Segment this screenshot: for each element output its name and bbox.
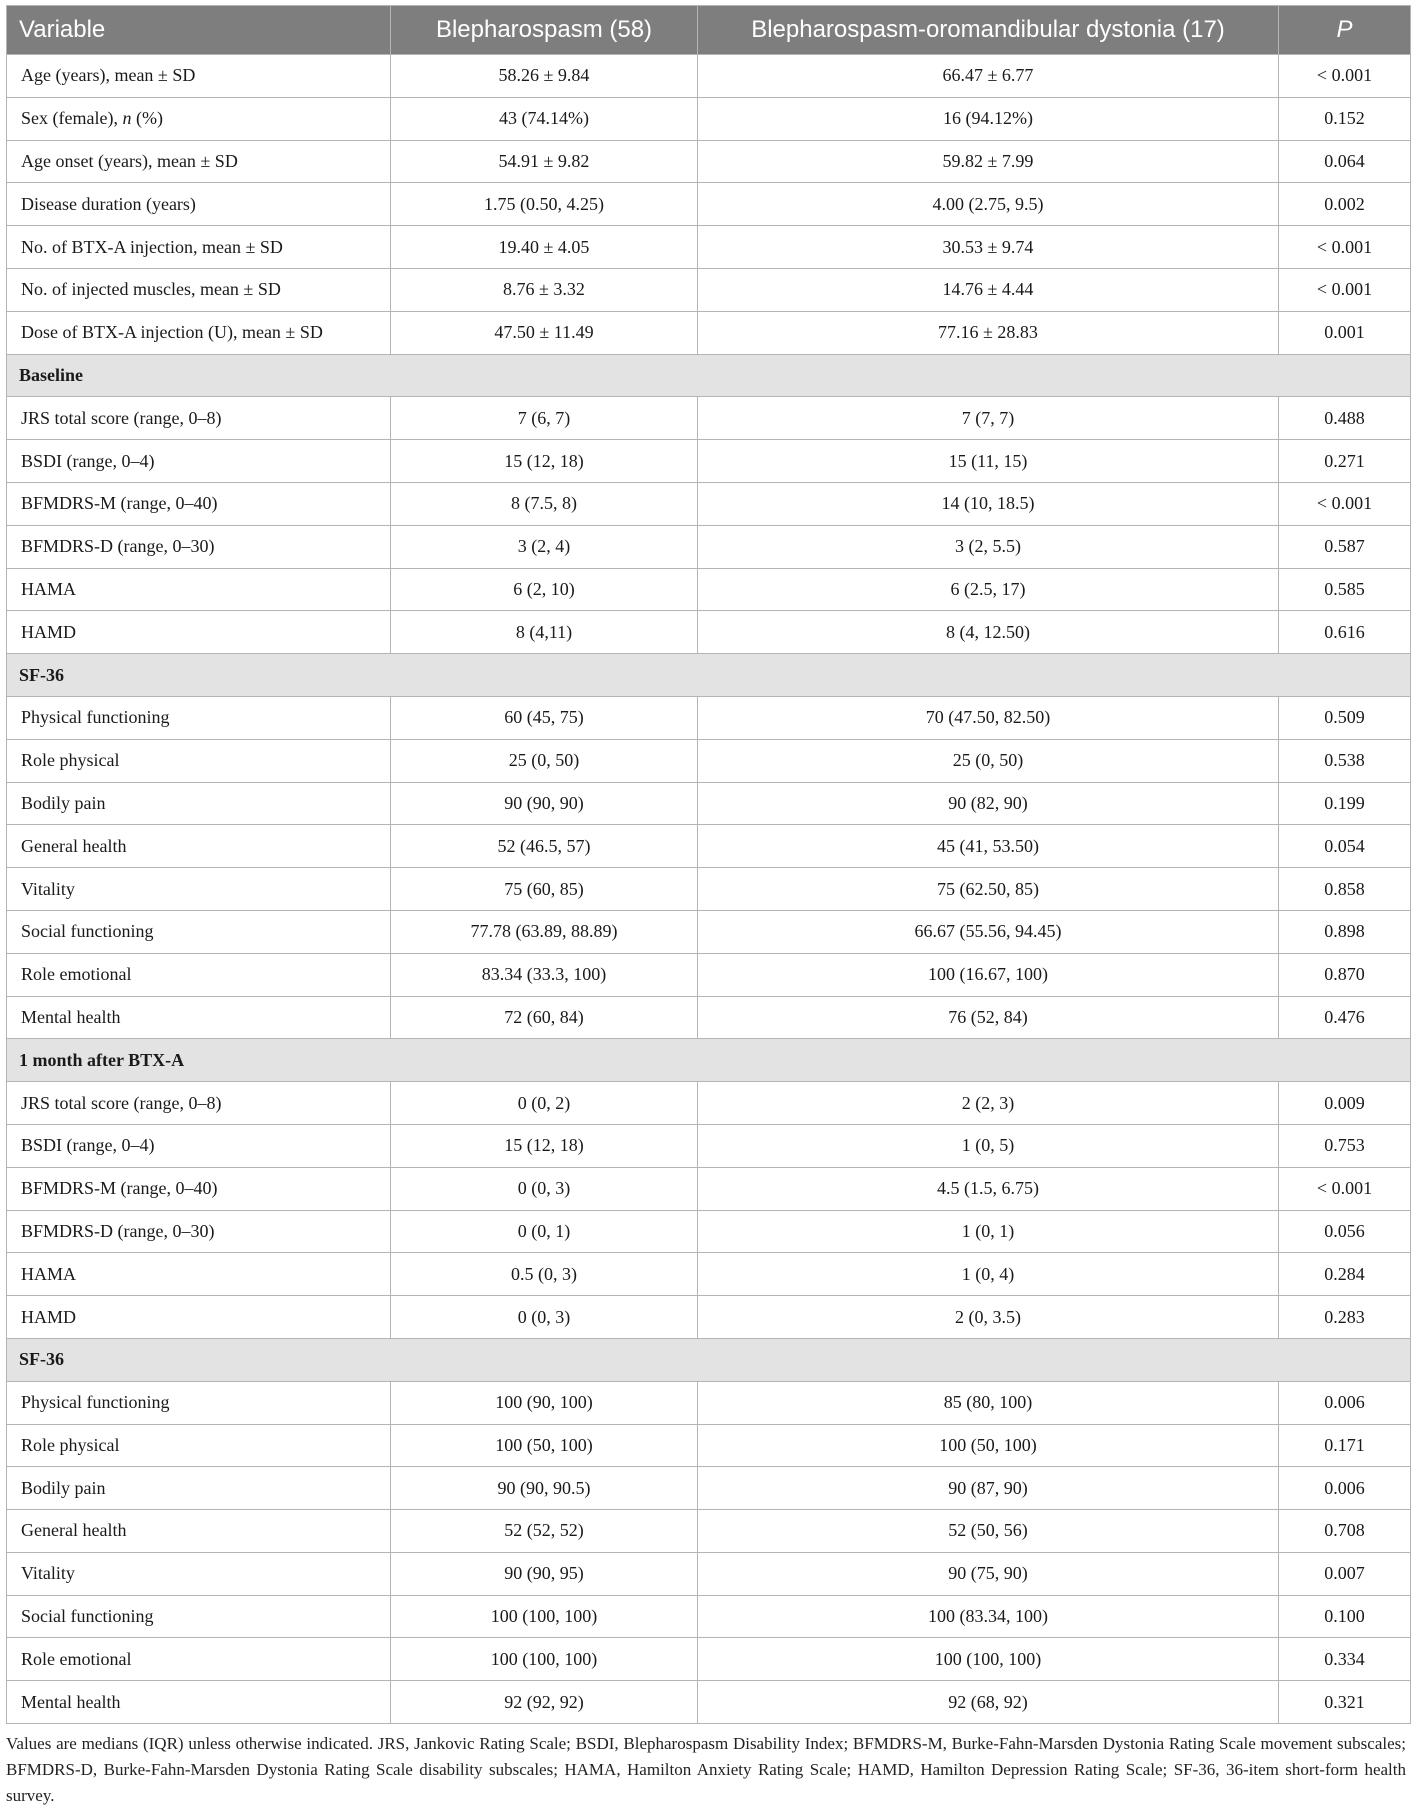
blepharospasm-cell: 52 (52, 52) — [391, 1510, 698, 1553]
variable-cell: Dose of BTX-A injection (U), mean ± SD — [7, 311, 391, 354]
variable-cell: BFMDRS-M (range, 0–40) — [7, 1167, 391, 1210]
variable-cell: BSDI (range, 0–4) — [7, 1124, 391, 1167]
bod-cell: 2 (0, 3.5) — [698, 1296, 1279, 1339]
blepharospasm-cell: 100 (50, 100) — [391, 1424, 698, 1467]
variable-cell: JRS total score (range, 0–8) — [7, 1082, 391, 1125]
p-value-cell: 0.100 — [1279, 1595, 1411, 1638]
table-row — [7, 1638, 1411, 1681]
table-row — [7, 825, 1411, 868]
header-bod: Blepharospasm-oromandibular dystonia (17) — [698, 6, 1279, 55]
table-body — [7, 55, 1411, 1724]
blepharospasm-cell: 90 (90, 90) — [391, 782, 698, 825]
blepharospasm-cell: 83.34 (33.3, 100) — [391, 953, 698, 996]
bod-cell: 3 (2, 5.5) — [698, 525, 1279, 568]
blepharospasm-cell: 90 (90, 90.5) — [391, 1467, 698, 1510]
table-row — [7, 1381, 1411, 1424]
blepharospasm-cell: 75 (60, 85) — [391, 868, 698, 911]
p-value-cell: 0.064 — [1279, 140, 1411, 183]
bod-cell: 100 (83.34, 100) — [698, 1595, 1279, 1638]
variable-cell: HAMA — [7, 568, 391, 611]
table-row — [7, 55, 1411, 98]
table-row — [7, 1467, 1411, 1510]
p-value-cell: 0.538 — [1279, 739, 1411, 782]
bod-cell: 1 (0, 4) — [698, 1253, 1279, 1296]
table-row — [7, 1124, 1411, 1167]
blepharospasm-cell: 100 (100, 100) — [391, 1595, 698, 1638]
p-value-cell: 0.271 — [1279, 440, 1411, 483]
table-row — [7, 97, 1411, 140]
header-blepharospasm: Blepharospasm (58) — [391, 6, 698, 55]
variable-cell: Mental health — [7, 1681, 391, 1724]
p-value-cell: 0.708 — [1279, 1510, 1411, 1553]
p-value-cell: 0.054 — [1279, 825, 1411, 868]
blepharospasm-cell: 15 (12, 18) — [391, 1124, 698, 1167]
table-footnote: Values are medians (IQR) unless otherwise indicated. JRS, Jankovic Rating Scale; BSDI, Blepharospasm Disability Index; BFMDRS-M, Burke-Fahn-Marsden Dystonia Rating Scale movement subscales; BFMDRS-D, Burke-Fahn-Marsden Dystonia Rating Scale disability subscales; HAMA, Hamilton Anxiety Rating Scale; HAMD, Hamilton Depression Rating Scale; SF-36, 36-item short-form health survey. — [6, 1734, 1406, 1806]
section-row — [7, 354, 1411, 397]
table-row — [7, 1595, 1411, 1638]
p-value-cell: 0.476 — [1279, 996, 1411, 1039]
variable-cell: Vitality — [7, 1552, 391, 1595]
p-value-cell: 0.283 — [1279, 1296, 1411, 1339]
p-value-cell: 0.001 — [1279, 311, 1411, 354]
bod-cell: 1 (0, 1) — [698, 1210, 1279, 1253]
section-label: SF-36 — [7, 654, 1411, 697]
blepharospasm-cell: 19.40 ± 4.05 — [391, 226, 698, 269]
p-value-cell: 0.616 — [1279, 611, 1411, 654]
table-row — [7, 525, 1411, 568]
variable-cell: HAMD — [7, 1296, 391, 1339]
p-value-cell: 0.284 — [1279, 1253, 1411, 1296]
bod-cell: 90 (82, 90) — [698, 782, 1279, 825]
header-row — [7, 6, 1411, 55]
blepharospasm-cell: 25 (0, 50) — [391, 739, 698, 782]
variable-cell: General health — [7, 825, 391, 868]
variable-cell: Vitality — [7, 868, 391, 911]
p-value-cell: 0.585 — [1279, 568, 1411, 611]
bod-cell: 59.82 ± 7.99 — [698, 140, 1279, 183]
blepharospasm-cell: 8.76 ± 3.32 — [391, 268, 698, 311]
p-value-cell: 0.006 — [1279, 1467, 1411, 1510]
variable-cell: Mental health — [7, 996, 391, 1039]
variable-cell: Age (years), mean ± SD — [7, 55, 391, 98]
variable-cell: Social functioning — [7, 910, 391, 953]
p-value-cell: 0.858 — [1279, 868, 1411, 911]
table-row — [7, 910, 1411, 953]
p-value-cell: < 0.001 — [1279, 226, 1411, 269]
variable-cell: BFMDRS-M (range, 0–40) — [7, 482, 391, 525]
bod-cell: 70 (47.50, 82.50) — [698, 696, 1279, 739]
table-row — [7, 1167, 1411, 1210]
table-row — [7, 268, 1411, 311]
bod-cell: 8 (4, 12.50) — [698, 611, 1279, 654]
variable-cell: BFMDRS-D (range, 0–30) — [7, 525, 391, 568]
bod-cell: 92 (68, 92) — [698, 1681, 1279, 1724]
table-row — [7, 782, 1411, 825]
bod-cell: 66.47 ± 6.77 — [698, 55, 1279, 98]
blepharospasm-cell: 100 (100, 100) — [391, 1638, 698, 1681]
table-row — [7, 1082, 1411, 1125]
bod-cell: 16 (94.12%) — [698, 97, 1279, 140]
bod-cell: 45 (41, 53.50) — [698, 825, 1279, 868]
p-value-cell: 0.898 — [1279, 910, 1411, 953]
table-row — [7, 568, 1411, 611]
blepharospasm-cell: 3 (2, 4) — [391, 525, 698, 568]
table-row — [7, 440, 1411, 483]
p-value-cell: 0.007 — [1279, 1552, 1411, 1595]
p-value-cell: 0.009 — [1279, 1082, 1411, 1125]
p-value-cell: < 0.001 — [1279, 268, 1411, 311]
bod-cell: 90 (75, 90) — [698, 1552, 1279, 1595]
blepharospasm-cell: 0 (0, 3) — [391, 1167, 698, 1210]
bod-cell: 52 (50, 56) — [698, 1510, 1279, 1553]
blepharospasm-cell: 0 (0, 3) — [391, 1296, 698, 1339]
p-value-cell: 0.002 — [1279, 183, 1411, 226]
bod-cell: 85 (80, 100) — [698, 1381, 1279, 1424]
section-label: Baseline — [7, 354, 1411, 397]
p-value-cell: 0.870 — [1279, 953, 1411, 996]
blepharospasm-cell: 8 (4,11) — [391, 611, 698, 654]
variable-cell: Physical functioning — [7, 1381, 391, 1424]
section-label: 1 month after BTX-A — [7, 1039, 1411, 1082]
blepharospasm-cell: 72 (60, 84) — [391, 996, 698, 1039]
bod-cell: 7 (7, 7) — [698, 397, 1279, 440]
variable-cell: HAMD — [7, 611, 391, 654]
bod-cell: 77.16 ± 28.83 — [698, 311, 1279, 354]
table-row — [7, 1510, 1411, 1553]
bod-cell: 4.00 (2.75, 9.5) — [698, 183, 1279, 226]
table-row — [7, 739, 1411, 782]
bod-cell: 1 (0, 5) — [698, 1124, 1279, 1167]
section-row — [7, 1039, 1411, 1082]
table-row — [7, 226, 1411, 269]
table-row — [7, 482, 1411, 525]
bod-cell: 14 (10, 18.5) — [698, 482, 1279, 525]
bod-cell: 14.76 ± 4.44 — [698, 268, 1279, 311]
variable-cell: Physical functioning — [7, 696, 391, 739]
results-table — [6, 5, 1411, 1724]
bod-cell: 100 (50, 100) — [698, 1424, 1279, 1467]
p-value-cell: 0.321 — [1279, 1681, 1411, 1724]
table-row — [7, 696, 1411, 739]
p-value-cell: 0.587 — [1279, 525, 1411, 568]
variable-cell: Age onset (years), mean ± SD — [7, 140, 391, 183]
table-header — [7, 6, 1411, 55]
header-variable: Variable — [7, 6, 391, 55]
blepharospasm-cell: 6 (2, 10) — [391, 568, 698, 611]
variable-cell: Role physical — [7, 739, 391, 782]
table-row — [7, 996, 1411, 1039]
table-row — [7, 1296, 1411, 1339]
p-value-cell: 0.199 — [1279, 782, 1411, 825]
variable-cell: BSDI (range, 0–4) — [7, 440, 391, 483]
blepharospasm-cell: 0 (0, 2) — [391, 1082, 698, 1125]
variable-cell: Role emotional — [7, 1638, 391, 1681]
variable-cell: Disease duration (years) — [7, 183, 391, 226]
blepharospasm-cell: 8 (7.5, 8) — [391, 482, 698, 525]
p-value-cell: 0.152 — [1279, 97, 1411, 140]
table-row — [7, 1253, 1411, 1296]
variable-cell: Sex (female), n (%) — [7, 97, 391, 140]
blepharospasm-cell: 0 (0, 1) — [391, 1210, 698, 1253]
table-row — [7, 1210, 1411, 1253]
n-symbol: n — [122, 108, 132, 129]
blepharospasm-cell: 77.78 (63.89, 88.89) — [391, 910, 698, 953]
bod-cell: 100 (16.67, 100) — [698, 953, 1279, 996]
blepharospasm-cell: 1.75 (0.50, 4.25) — [391, 183, 698, 226]
variable-cell: General health — [7, 1510, 391, 1553]
p-value-cell: 0.006 — [1279, 1381, 1411, 1424]
bod-cell: 90 (87, 90) — [698, 1467, 1279, 1510]
table-row — [7, 140, 1411, 183]
bod-cell: 25 (0, 50) — [698, 739, 1279, 782]
variable-cell: No. of BTX-A injection, mean ± SD — [7, 226, 391, 269]
bod-cell: 15 (11, 15) — [698, 440, 1279, 483]
p-value-cell: 0.171 — [1279, 1424, 1411, 1467]
bod-cell: 75 (62.50, 85) — [698, 868, 1279, 911]
p-value-cell: 0.509 — [1279, 696, 1411, 739]
p-value-cell: 0.334 — [1279, 1638, 1411, 1681]
section-row — [7, 654, 1411, 697]
variable-cell: Role physical — [7, 1424, 391, 1467]
variable-cell: Bodily pain — [7, 782, 391, 825]
table-row — [7, 397, 1411, 440]
blepharospasm-cell: 43 (74.14%) — [391, 97, 698, 140]
variable-cell: JRS total score (range, 0–8) — [7, 397, 391, 440]
variable-cell: HAMA — [7, 1253, 391, 1296]
p-value-cell: < 0.001 — [1279, 1167, 1411, 1210]
bod-cell: 4.5 (1.5, 6.75) — [698, 1167, 1279, 1210]
table-row — [7, 183, 1411, 226]
p-value-cell: 0.488 — [1279, 397, 1411, 440]
variable-cell: Bodily pain — [7, 1467, 391, 1510]
table-row — [7, 1681, 1411, 1724]
table-row — [7, 1424, 1411, 1467]
bod-cell: 2 (2, 3) — [698, 1082, 1279, 1125]
blepharospasm-cell: 47.50 ± 11.49 — [391, 311, 698, 354]
table-container — [6, 5, 1410, 1809]
blepharospasm-cell: 54.91 ± 9.82 — [391, 140, 698, 183]
table-row — [7, 611, 1411, 654]
bod-cell: 30.53 ± 9.74 — [698, 226, 1279, 269]
p-value-cell: 0.753 — [1279, 1124, 1411, 1167]
section-label: SF-36 — [7, 1338, 1411, 1381]
p-value-cell: 0.056 — [1279, 1210, 1411, 1253]
header-p-value: P — [1279, 6, 1411, 55]
bod-cell: 6 (2.5, 17) — [698, 568, 1279, 611]
blepharospasm-cell: 60 (45, 75) — [391, 696, 698, 739]
blepharospasm-cell: 52 (46.5, 57) — [391, 825, 698, 868]
blepharospasm-cell: 90 (90, 95) — [391, 1552, 698, 1595]
variable-cell: BFMDRS-D (range, 0–30) — [7, 1210, 391, 1253]
blepharospasm-cell: 7 (6, 7) — [391, 397, 698, 440]
blepharospasm-cell: 58.26 ± 9.84 — [391, 55, 698, 98]
p-value-cell: < 0.001 — [1279, 482, 1411, 525]
bod-cell: 100 (100, 100) — [698, 1638, 1279, 1681]
bod-cell: 66.67 (55.56, 94.45) — [698, 910, 1279, 953]
table-row — [7, 1552, 1411, 1595]
blepharospasm-cell: 0.5 (0, 3) — [391, 1253, 698, 1296]
blepharospasm-cell: 92 (92, 92) — [391, 1681, 698, 1724]
section-row — [7, 1338, 1411, 1381]
blepharospasm-cell: 15 (12, 18) — [391, 440, 698, 483]
bod-cell: 76 (52, 84) — [698, 996, 1279, 1039]
variable-cell: No. of injected muscles, mean ± SD — [7, 268, 391, 311]
variable-cell: Social functioning — [7, 1595, 391, 1638]
p-value-cell: < 0.001 — [1279, 55, 1411, 98]
blepharospasm-cell: 100 (90, 100) — [391, 1381, 698, 1424]
table-row — [7, 868, 1411, 911]
table-row — [7, 311, 1411, 354]
table-row — [7, 953, 1411, 996]
variable-cell: Role emotional — [7, 953, 391, 996]
